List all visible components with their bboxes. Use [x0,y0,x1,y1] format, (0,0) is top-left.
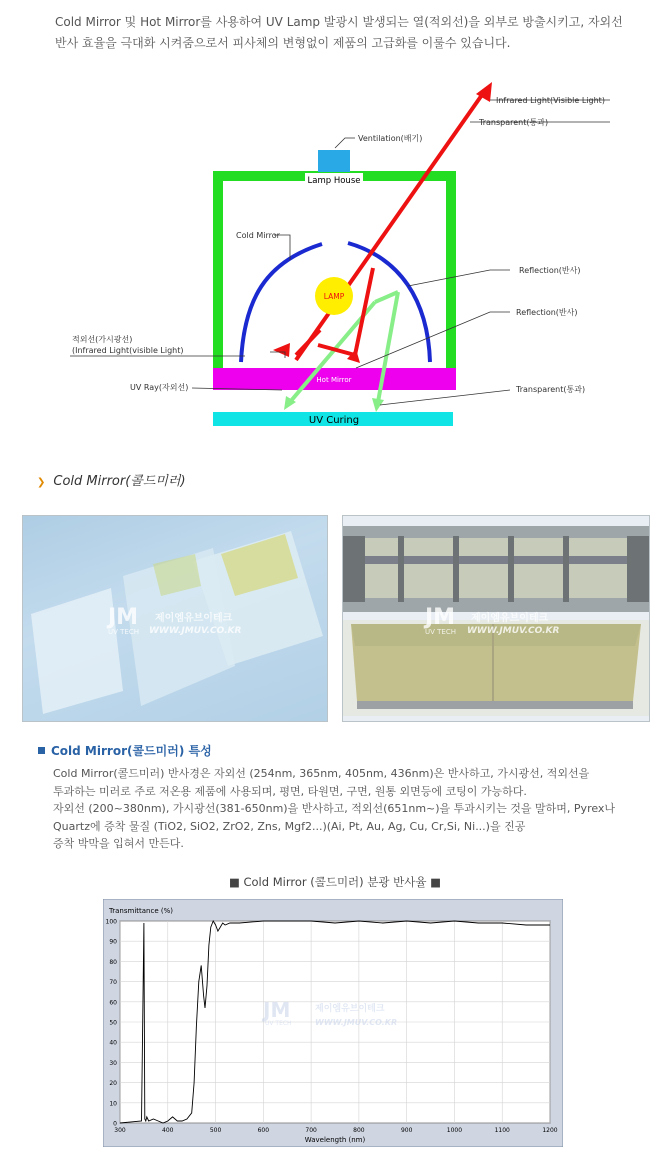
watermark-jm-2: JM [425,605,456,630]
watermark-company-2: 제이엠유브이테크 [471,613,549,624]
transparent-bottom-label: Transparent(통과) [516,385,586,394]
ir-en-label: (Infrared Light(visible Light) [72,346,184,355]
y-tick-label: 20 [109,1080,117,1088]
characteristics-line-4: Quartz에 증착 물질 (TiO2, SiO2, ZrO2, Zns, Mgf2...)(Ai, Pt, Au, Ag, Cu, Cr,Si, Ni...)을 진공 [53,819,526,833]
lamp-house-frame [218,176,451,376]
uv-ray-label: UV Ray(자외선) [130,383,189,392]
watermark-uvtech-2: UV TECH [425,628,456,636]
x-tick-label: 1000 [446,1127,463,1134]
x-tick-label: 400 [162,1127,174,1134]
x-tick-label: 300 [114,1127,126,1134]
y-tick-label: 30 [109,1059,117,1067]
ir-arrowhead-left [273,343,290,357]
chart-watermark-company: 제이엠유브이테크 [315,1004,385,1014]
intro-text [55,12,640,54]
spectrum-chart [103,899,563,1147]
leader-lines [70,100,610,405]
watermark-1 [108,605,139,636]
uv-curing-label: UV Curing [308,415,360,426]
chart-watermark-jm: JM [263,998,291,1022]
lamp-house-label: Lamp House [307,176,361,186]
y-tick-label: 70 [109,979,117,987]
cold-mirror-photo-1 [22,515,328,722]
watermark-company-1: 제이엠유브이테크 [155,613,233,624]
cold-mirror-diagram [0,60,670,440]
spectrum-title: ■ Cold Mirror (콜드미러) 분광 반사율 ■ [228,875,442,889]
characteristics-title-text: Cold Mirror(콜드미러) 특성 [51,744,212,758]
reflection-label-2: Reflection(반사) [516,308,578,317]
intro-line-2: 반사 효율을 극대화 시켜줌으로서 피사체의 변형없이 제품의 고급화를 이룰수 있습니다. [55,36,511,50]
y-tick-label: 40 [109,1039,117,1047]
ir-arrowhead-mid [347,349,360,363]
section-title [37,470,186,489]
lamp-label: LAMP [323,292,345,301]
characteristics-title [38,742,212,759]
y-tick-label: 80 [109,958,117,966]
y-tick-label: 50 [109,1019,117,1027]
chart-watermark-url: WWW.JMUV.CO.KR [315,1018,398,1027]
ventilation-box [318,150,350,172]
cold-mirror-left-arc [241,244,322,362]
watermark-url-1: WWW.JMUV.CO.KR [149,626,242,636]
intro-line-1: Cold Mirror 및 Hot Mirror를 사용하여 UV Lamp 발광시 발생되는 열(적외선)을 외부로 방출시키고, 자외선 [55,15,623,29]
x-tick-label: 1100 [494,1127,510,1134]
chart-watermark-uvtech: UV TECH [265,1020,292,1027]
watermark-url-2: WWW.JMUV.CO.KR [467,626,560,636]
transparent-top-label: Transparent(통과) [479,118,549,127]
square-bullet-icon [38,747,45,754]
section-title-text: Cold Mirror(콜드미러) [53,474,186,489]
x-axis-label: Wavelength (nm) [304,1136,366,1144]
characteristics-line-5: 증착 박막을 입혀서 만든다. [53,837,184,850]
y-tick-label: 10 [109,1100,117,1108]
x-tick-label: 600 [257,1127,270,1134]
hot-mirror-label: Hot Mirror [316,376,352,384]
characteristics-line-1: Cold Mirror(콜드미러) 반사경은 자외선 (254nm, 365nm, 405nm, 436nm)은 반사하고, 가시광선, 적외선을 [53,767,590,780]
characteristics-line-2: 투과하는 미러로 주로 저온용 제품에 사용되며, 평면, 타원면, 구면, 원통 외면등에 코팅이 가능하다. [53,784,527,798]
ventilation-label: Ventilation(배기) [358,134,423,143]
x-tick-label: 700 [305,1127,317,1134]
chevron-right-icon: ❯ [37,477,46,488]
infrared-label: Infrared Light(Visible Light) [496,96,605,105]
watermark-2 [425,605,456,636]
y-tick-label: 0 [113,1120,117,1128]
characteristics-body [53,765,653,853]
characteristics-line-3: 자외선 (200~380nm), 가시광선(381-650nm)을 반사하고, 적외선(651nm~)을 투과시키는 것을 말하며, Pyrex나 [53,802,616,815]
watermark-jm-1: JM [108,605,139,630]
y-tick-label: 90 [109,938,117,946]
y-tick-label: 100 [105,918,117,926]
y-tick-label: 60 [109,999,117,1007]
y-axis-label: Transmittance (%) [109,907,173,915]
cold-mirror-label: Cold Mirror [236,231,280,240]
x-tick-label: 800 [353,1127,365,1134]
x-tick-label: 1200 [542,1127,558,1134]
x-tick-label: 900 [400,1127,413,1134]
ir-ko-label: 적외선(가시광선) [72,335,133,344]
reflection-label-1: Reflection(반사) [519,266,581,275]
watermark-uvtech-1: UV TECH [108,628,139,636]
x-tick-label: 500 [209,1127,222,1134]
cold-mirror-photo-2 [342,515,650,722]
